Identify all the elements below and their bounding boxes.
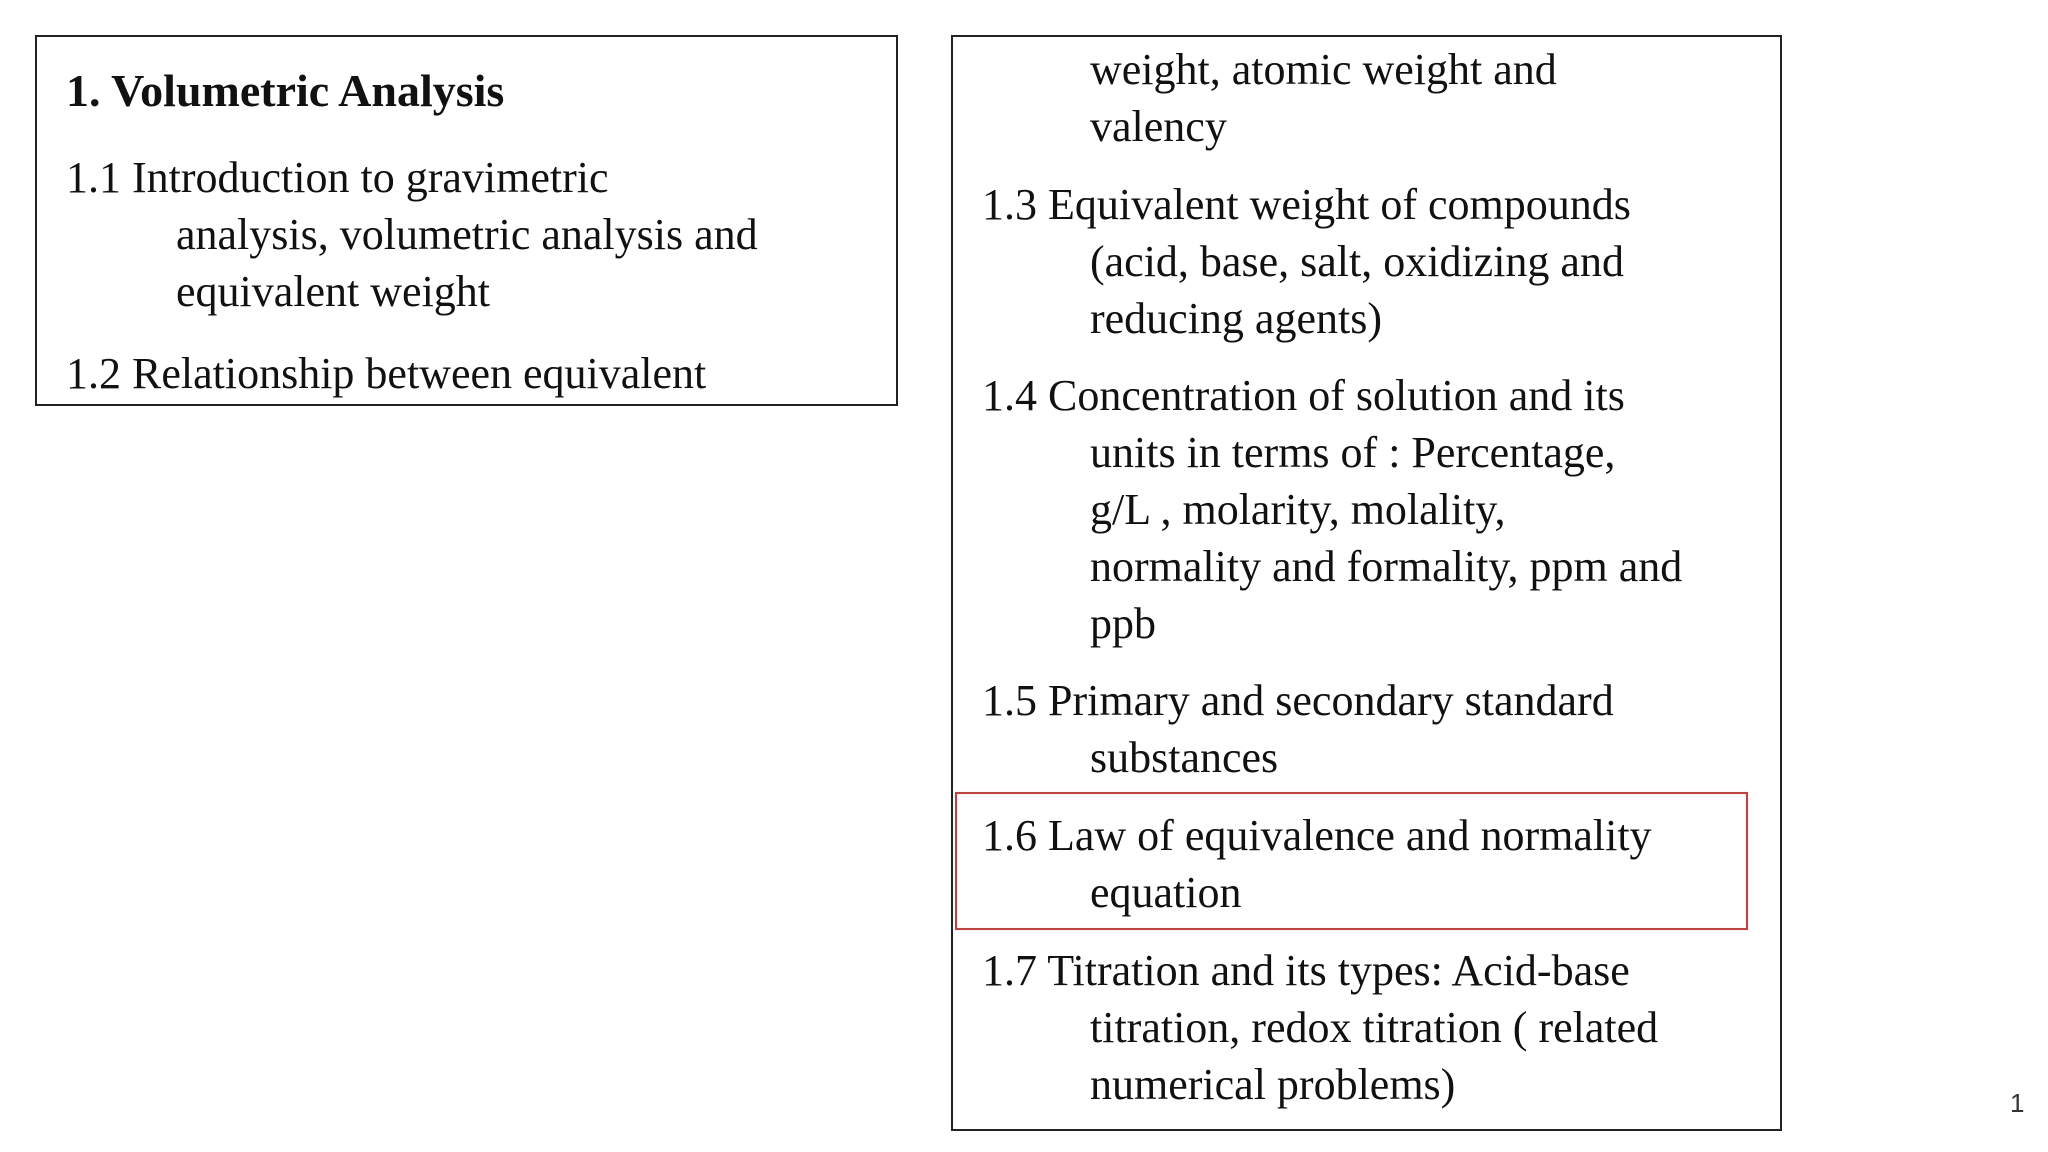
item-line: weight, atomic weight and	[1090, 45, 1557, 94]
item-line: normality and formality, ppm and	[1090, 542, 1683, 591]
item-line: 1.4 Concentration of solution and its	[982, 371, 1625, 420]
item-line: 1.5 Primary and secondary standard	[982, 676, 1614, 725]
item-line: 1.1 Introduction to gravimetric	[66, 153, 609, 202]
list-item-1-2	[66, 345, 706, 402]
item-line: equivalent weight	[176, 267, 491, 316]
item-line: equation	[1090, 868, 1242, 917]
list-item-1-1	[66, 149, 758, 320]
item-line: ppb	[1090, 599, 1156, 648]
item-line: valency	[1090, 102, 1227, 151]
item-line: 1.2 Relationship between equivalent	[66, 349, 707, 398]
section-heading: 1. Volumetric Analysis	[66, 65, 505, 116]
list-item-1-2-continued	[982, 41, 1557, 155]
item-line: (acid, base, salt, oxidizing and	[1090, 237, 1624, 286]
right-syllabus-panel	[951, 35, 1782, 1131]
item-line: numerical problems)	[1090, 1060, 1456, 1109]
left-syllabus-panel	[35, 35, 898, 406]
list-item-1-5	[982, 672, 1614, 786]
item-line: g/L , molarity, molality,	[1090, 485, 1506, 534]
item-line: titration, redox titration ( related	[1090, 1003, 1659, 1052]
item-line: 1.3 Equivalent weight of compounds	[982, 180, 1631, 229]
list-item-1-7	[982, 942, 1658, 1113]
item-line: 1.6 Law of equivalence and normality	[982, 811, 1652, 860]
page-number: 1	[2010, 1088, 2025, 1118]
item-line: 1.7 Titration and its types: Acid-base	[982, 946, 1630, 995]
item-line: substances	[1090, 733, 1279, 782]
item-line: units in terms of : Percentage,	[1090, 428, 1616, 477]
highlight-box	[955, 792, 1748, 930]
item-line: analysis, volumetric analysis and	[176, 210, 758, 259]
list-item-1-3	[982, 176, 1631, 347]
item-line: reducing agents)	[1090, 294, 1382, 343]
list-item-1-4	[982, 367, 1682, 652]
